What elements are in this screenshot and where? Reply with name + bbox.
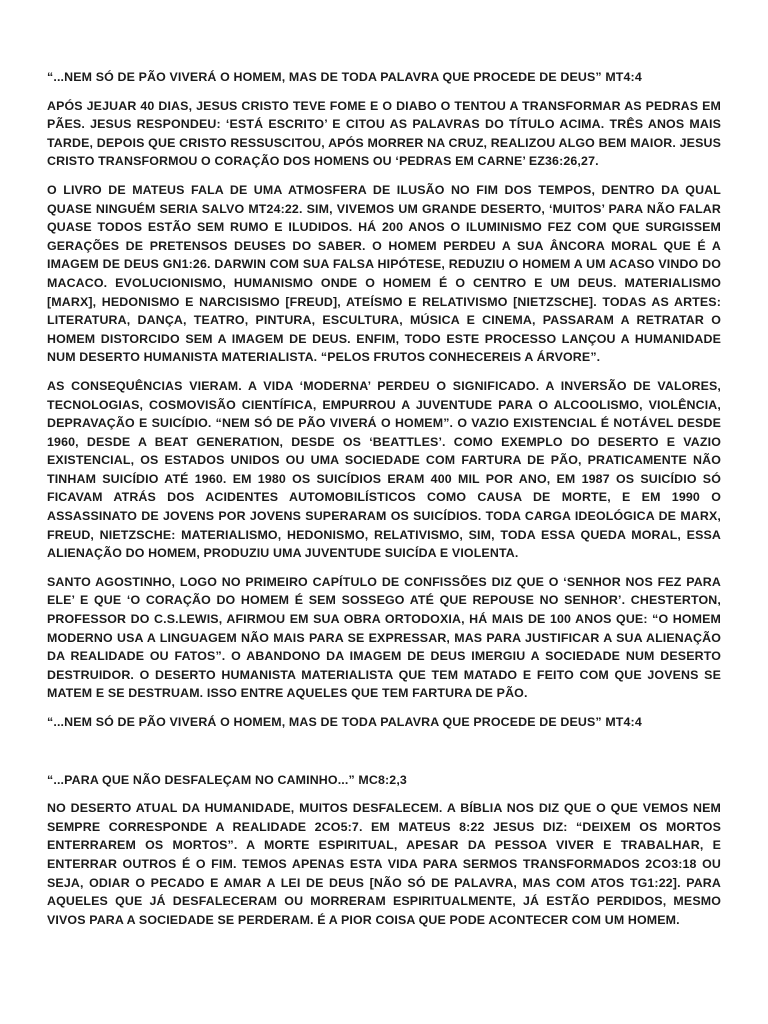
section-2-heading: “...PARA QUE NÃO DESFALEÇAM NO CAMINHO...” MC8:2,3 (47, 772, 407, 787)
section-divider-space (47, 742, 721, 771)
paragraph: SANTO AGOSTINHO, LOGO NO PRIMEIRO CAPÍTULO DE CONFISSÕES DIZ QUE O ‘SENHOR NOS FEZ PARA ELE’ E QUE ‘O CORAÇÃO DO HOMEM É SEM SOSSEGO ATÉ QUE REPOUSE NO SENHOR’. CHESTERTON, PROFESSOR DO C.S.LEWIS, AFIRMOU EM SUA OBRA ORTODOXIA, HÁ MAIS DE 100 ANOS QUE: “O HOMEM MODERNO USA A LINGUAGEM NÃO MAIS PARA SE EXPRESSAR, MAS PARA JUSTIFICAR A SUA ALIENAÇÃO DA REALIDADE OU FATOS”. O ABANDONO DA IMAGEM DE DEUS IMERGIU A SOCIEDADE NUM DESERTO DESTRUIDOR. O DESERTO HUMANISTA MATERIALISTA QUE TEM MATADO E FEITO COM QUE JOVENS SE MATEM E SE DESTRUAM. ISSO ENTRE AQUELES QUE TEM FARTURA DE PÃO. (47, 574, 721, 701)
document-body (47, 68, 721, 939)
paragraph: AS CONSEQUÊNCIAS VIERAM. A VIDA ‘MODERNA’ PERDEU O SIGNIFICADO. A INVERSÃO DE VALORES, TECNOLOGIAS, COSMOVISÃO CIENTÍFICA, EMPURROU A JUVENTUDE PARA O ALCOOLISMO, VIOLÊNCIA, DEPRAVAÇÃO E SUICÍDIO. “NEM SÓ DE PÃO VIVERÁ O HOMEM”. O VAZIO EXISTENCIAL É NOTÁVEL DESDE 1960, DESDE A BEAT GENERATION, DESDE OS ‘BEATTLES’. COMO EXEMPLO DO DESERTO E VAZIO EXISTENCIAL, OS ESTADOS UNIDOS OU UMA SOCIEDADE COM FARTURA DE PÃO, PRATICAMENTE NÃO TINHAM SUICÍDIO ATÉ 1960. EM 1980 OS SUICÍDIOS ERAM 400 MIL POR ANO, EM 1987 OS SUICÍDIO SÓ FICAVAM ATRÁS DOS ACIDENTES AUTOMOBILÍSTICOS COMO CAUSA DE MORTE, E EM 1990 O ASSASSINATO DE JOVENS POR JOVENS SUPERARAM OS SUICÍDIOS. TODA CARGA IDEOLÓGICA DE MARX, FREUD, NIETZSCHE: MATERIALISMO, HEDONISMO, RELATIVISMO, SIM, TODA ESSA QUEDA MORAL, ESSA ALIENAÇÃO DO HOMEM, PRODUZIU UMA JUVENTUDE SUICÍDA E VIOLENTA. (47, 378, 721, 561)
section-1-closing-quote: “...NEM SÓ DE PÃO VIVERÁ O HOMEM, MAS DE TODA PALAVRA QUE PROCEDE DE DEUS” MT4:4 (47, 715, 642, 729)
paragraph: APÓS JEJUAR 40 DIAS, JESUS CRISTO TEVE FOME E O DIABO O TENTOU A TRANSFORMAR AS PEDRAS EM PÃES. JESUS RESPONDEU: ‘ESTÁ ESCRITO’ E CITOU AS PALAVRAS DO TÍTULO ACIMA. TRÊS ANOS MAIS TARDE, DEPOIS QUE CRISTO RESSUSCITOU, APÓS MORRER NA CRUZ, REALIZOU ALGO BEM MAIOR. JESUS CRISTO TRANSFORMOU O CORAÇÃO DOS HOMENS OU ‘PEDRAS EM CARNE’ EZ36:26,27. (47, 98, 721, 169)
section-1-heading: “...NEM SÓ DE PÃO VIVERÁ O HOMEM, MAS DE TODA PALAVRA QUE PROCEDE DE DEUS” MT4:4 (47, 70, 642, 84)
paragraph: O LIVRO DE MATEUS FALA DE UMA ATMOSFERA DE ILUSÃO NO FIM DOS TEMPOS, DENTRO DA QUAL QUASE NINGUÉM SERIA SALVO MT24:22. SIM, VIVEMOS UM GRANDE DESERTO, ‘MUITOS’ PARA NÃO FALAR QUASE TODOS ESTÃO SEM RUMO E ILUDIDOS. HÁ 200 ANOS O ILUMINISMO FEZ COM QUE SURGISSEM GERAÇÕES DE PRETENSOS DEUSES DO SABER. O HOMEM PERDEU A SUA ÂNCORA MORAL QUE É A IMAGEM DE DEUS GN1:26. DARWIN COM SUA FALSA HIPÓTESE, REDUZIU O HOMEM A UM ACASO VINDO DO MACACO. EVOLUCIONISMO, HUMANISMO ONDE O HOMEM É O CENTRO E UM DEUS. MATERIALISMO [MARX], HEDONISMO E NARCISISMO [FREUD], ATEÍSMO E RELATIVISMO [NIETZSCHE]. TODAS AS ARTES: LITERATURA, DANÇA, TEATRO, PINTURA, ESCULTURA, MÚSICA E CINEMA, PASSARAM A RETRATAR O HOMEM DISTORCIDO SEM A IMAGEM DE DEUS. ENFIM, TODO ESTE PROCESSO LANÇOU A HUMANIDADE NUM DESERTO HUMANISTA MATERIALISTA. “PELOS FRUTOS CONHECEREIS A ÁRVORE”. (47, 182, 721, 365)
paragraph: NO DESERTO ATUAL DA HUMANIDADE, MUITOS DESFALECEM. A BÍBLIA NOS DIZ QUE O QUE VEMOS NEM SEMPRE CORRESPONDE A REALIDADE 2CO5:7. EM MATEUS 8:22 JESUS DIZ: “DEIXEM OS MORTOS ENTERRAREM OS MORTOS”. A MORTE ESPIRITUAL, APESAR DA PESSOA VIVER E TRABALHAR, E ENTERRAR OUTROS É O FIM. TEMOS APENAS ESTA VIDA PARA SERMOS TRANSFORMADOS 2CO3:18 OU SEJA, ODIAR O PECADO E AMAR A LEI DE DEUS [NÃO SÓ DE PALAVRA, MAS COM ATOS TG1:22]. PARA AQUELES QUE JÁ DESFALECERAM OU MORRERAM ESPIRITUALMENTE, JÁ ESTÃO PERDIDOS, MESMO VIVOS PARA A SOCIEDADE SE PERDERAM. É A PIOR COISA QUE PODE ACONTECER COM UM HOMEM. (47, 801, 721, 927)
